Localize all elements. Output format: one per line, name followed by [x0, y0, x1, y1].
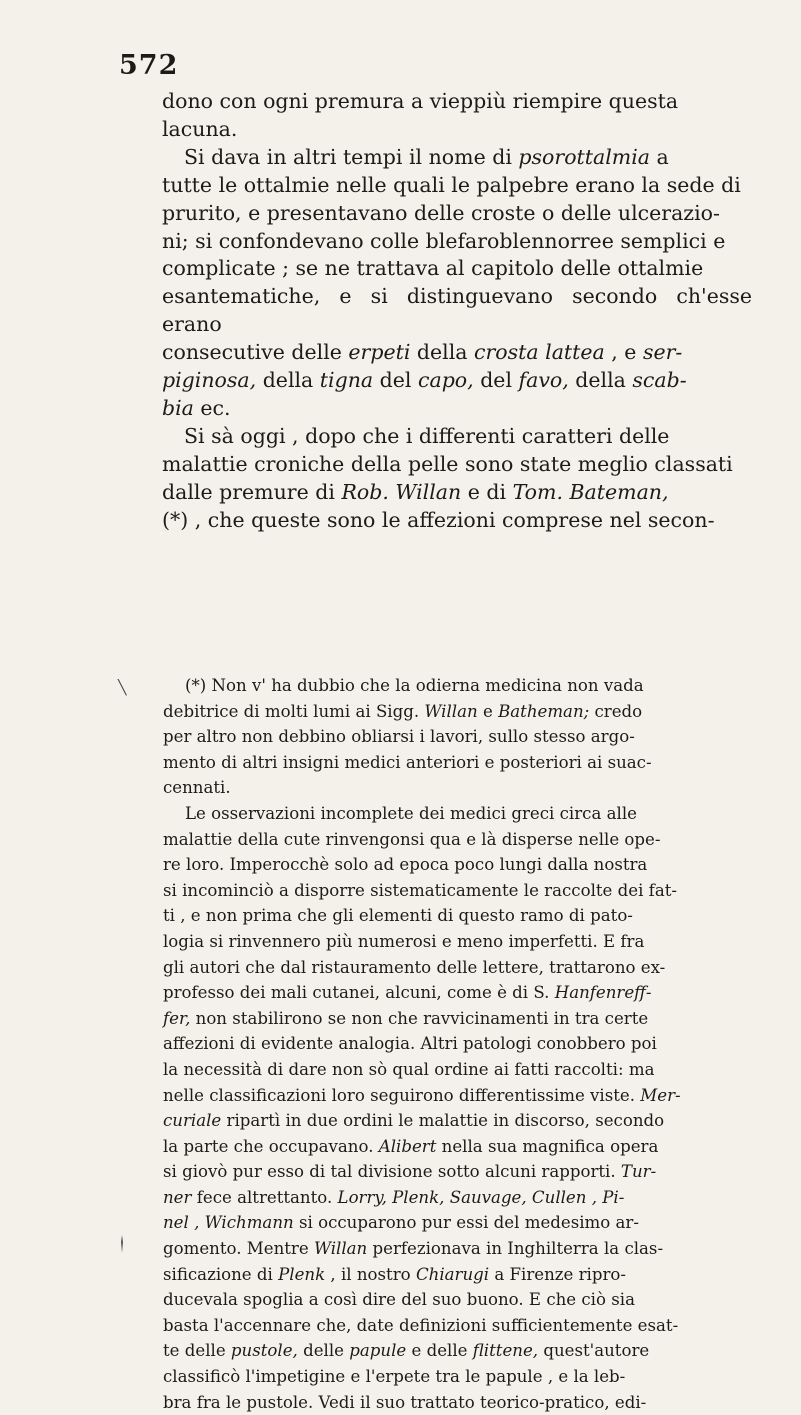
footnote-line: logia si rinvennero più numerosi e meno imperfetti. E fra [163, 931, 645, 951]
text-line: consecutive delle erpeti della crosta lattea , e ser- [162, 340, 683, 365]
footnote-line: professo dei mali cutanei, alcuni, come è di S. Hanfenreff- [163, 983, 652, 1003]
ink-blot-icon [118, 1234, 126, 1254]
text-line: lacuna. [162, 116, 238, 141]
page-number: 572 [119, 50, 179, 81]
text-line: malattie croniche della pelle sono state meglio classati [162, 451, 733, 476]
text-line: Si sà oggi , dopo che i differenti caratteri delle [184, 423, 670, 448]
footnote-line: bra fra le pustole. Vedi il suo trattato teorico-pratico, edi- [163, 1392, 647, 1412]
footnote-line: classificò l'impetigine e l'erpete tra le papule , e la leb- [163, 1367, 626, 1387]
footnote-line: ti , e non prima che gli elementi di questo ramo di pato- [163, 906, 633, 926]
text-line: Si dava in altri tempi il nome di psorottalmia a [184, 144, 669, 169]
text-line: dono con ogni premura a vieppiù riempire questa [162, 89, 679, 113]
footnote-line: (*) Non v' ha dubbio che la odierna medicina non vada [185, 676, 644, 695]
footnote-line: affezioni di evidente analogia. Altri patologi conobbero poi [163, 1034, 657, 1054]
footnote-line: ner fece altrettanto. Lorry, Plenk, Sauvage, Cullen , Pi- [163, 1187, 625, 1207]
main-text [162, 88, 752, 535]
footnote-line: fer, non stabilirono se non che ravvicinamenti in tra certe [163, 1008, 649, 1028]
footnote-line: Le osservazioni incomplete dei medici greci circa alle [185, 803, 637, 823]
footnote-line: si giovò pur esso di tal divisione sotto alcuni rapporti. Tur- [163, 1162, 657, 1182]
text-line: dalle premure di Rob. Willan e di Tom. Bateman, [162, 479, 669, 504]
footnote-line: basta l'accennare che, date definizioni sufficientemente esat- [163, 1315, 679, 1335]
text-line: piginosa, della tigna del capo, del favo, della scab- [162, 368, 687, 393]
footnote-line: per altro non debbino obliarsi i lavori, sullo stesso argo- [163, 727, 635, 747]
text-line: complicate ; se ne trattava al capitolo delle ottalmie [162, 256, 704, 281]
footnote-line: ducevala spoglia a così dire del suo buono. E che ciò sia [163, 1290, 635, 1310]
footnote-line: mento di altri insigni medici anteriori e posteriori ai suac- [163, 752, 652, 772]
footnote-line: nelle classificazioni loro seguirono differentissime viste. Mer- [163, 1085, 681, 1105]
text-line: ni; si confondevano colle blefaroblennorree semplici e [162, 228, 726, 253]
footnote [163, 673, 751, 1415]
footnote-line: malattie della cute rinvengonsi qua e là disperse nelle ope- [163, 829, 661, 849]
footnote-line: te delle pustole, delle papule e delle flittene, quest'autore [163, 1341, 650, 1361]
footnote-line: sificazione di Plenk , il nostro Chiarugi a Firenze ripro- [163, 1264, 627, 1284]
margin-mark: ╲ [118, 680, 127, 696]
text-line: bia ec. [162, 395, 231, 420]
footnote-line: gli autori che dal ristauramento delle lettere, trattarono ex- [163, 957, 666, 977]
footnote-line: si incominciò a disporre sistematicamente le raccolte dei fat- [163, 880, 677, 900]
footnote-line: la parte che occupavano. Alibert nella sua magnifica opera [163, 1136, 659, 1156]
footnote-line: curiale ripartì in due ordini le malattie in discorso, secondo [163, 1111, 665, 1131]
footnote-line: la necessità di dare non sò qual ordine ai fatti raccolti: ma [163, 1059, 655, 1079]
footnote-line: nel , Wichmann si occuparono pur essi del medesimo ar- [163, 1213, 639, 1233]
text-line: esantematiche, e si distinguevano secondo ch'esse erano [162, 284, 752, 337]
footnote-line: re loro. Imperocchè solo ad epoca poco lungi dalla nostra [163, 855, 648, 875]
footnote-line: gomento. Mentre Willan perfezionava in Inghilterra la clas- [163, 1239, 664, 1259]
footnote-line: debitrice di molti lumi ai Sigg. Willan e Batheman; credo [163, 701, 643, 721]
footnote-line: cennati. [163, 778, 231, 798]
text-line: (*) , che queste sono le affezioni comprese nel secon- [162, 507, 715, 532]
text-line: tutte le ottalmie nelle quali le palpebre erano la sede di [162, 172, 741, 197]
text-line: prurito, e presentavano delle croste o delle ulcerazio- [162, 200, 720, 225]
